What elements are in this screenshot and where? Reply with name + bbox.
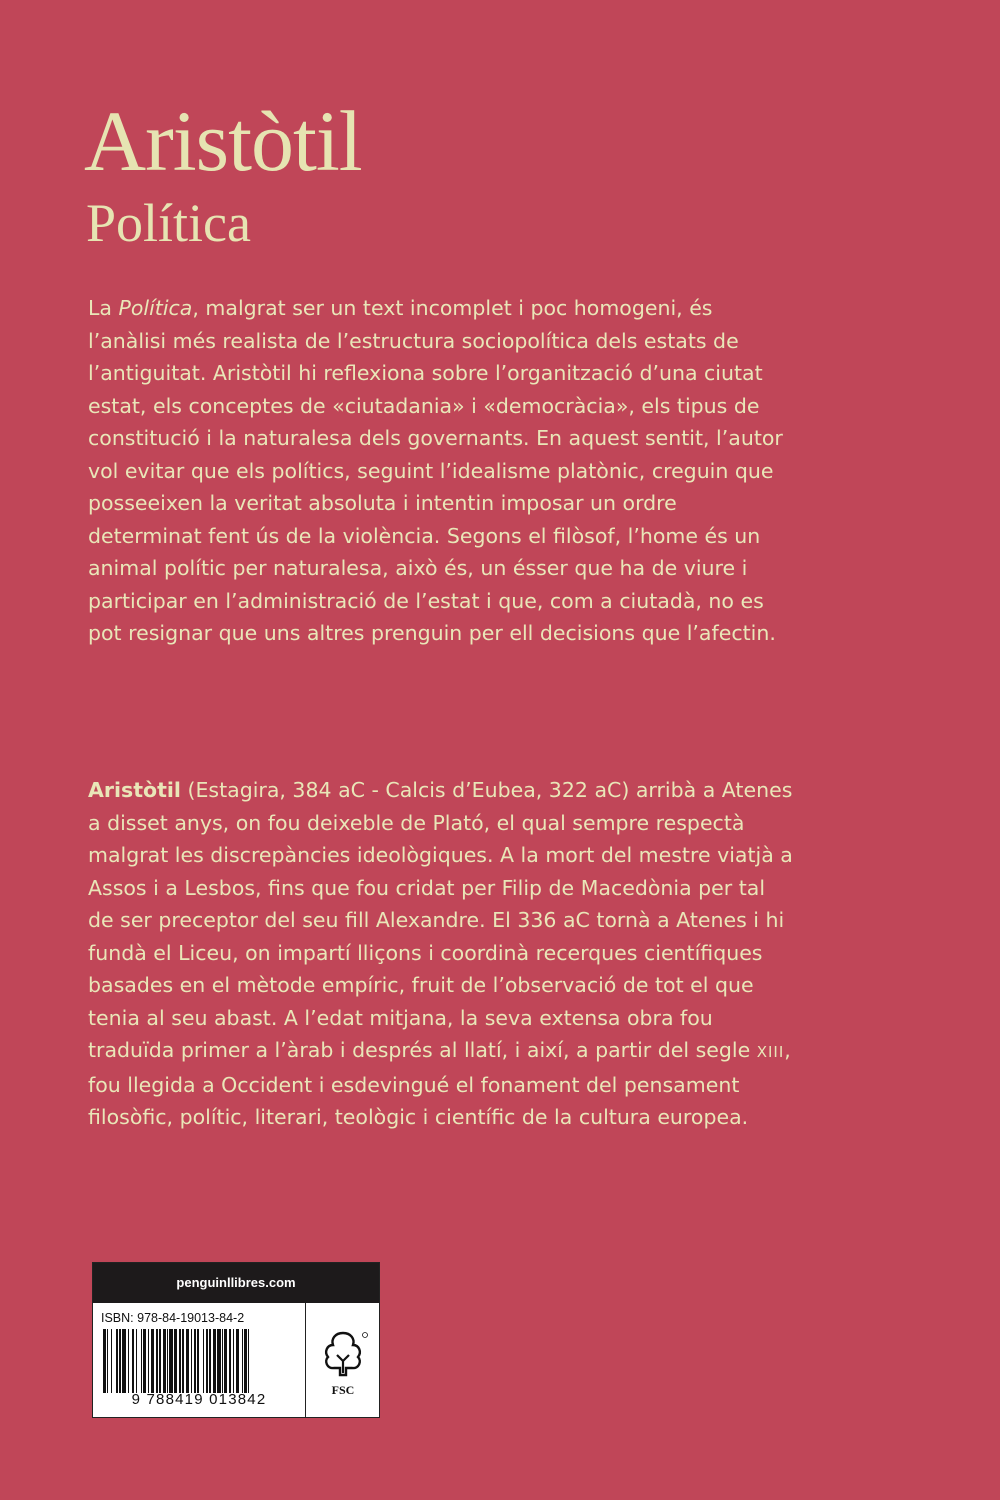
blurb-text: , malgrat ser un text incomplet i poc homogeni, és l’anàlisi més realista de l’estructura sociopolítica dels estats de l’antiguitat. Aristòtil hi reflexiona sobre l’organització d’una ciutat estat, els conceptes de «ciutadania» i «democràcia», els tipus de constitució i la naturalesa dels governants. En aquest sentit, l’autor vol evitar que els polítics, seguint l’idealisme platònic, creguin que posseeixen la veritat absoluta i intentin imposar un ordre determinat fent ús de la violència. Segons el filòsof, l’home és un animal polític per naturalesa, això és, un ésser que ha de viure i participar en l’administració de l’estat i que, com a ciutadà, no es pot resignar que uns altres prenguin per ell decisions que l’afectin.: [88, 296, 783, 645]
blurb-paragraph: [88, 292, 793, 650]
bio-century: XIII: [756, 1043, 785, 1061]
isbn-digits: 9 788419 013842: [131, 1391, 267, 1408]
barcode-divider: [305, 1303, 306, 1417]
blurb-title-italic: Política: [118, 296, 193, 320]
author-bio-paragraph: [88, 774, 793, 1134]
isbn-label: ISBN: 978-84-19013-84-2: [101, 1311, 245, 1325]
bio-text-after: , fou llegida a Occident i esdevingué el fonament del pensament filosòfic, polític, literari, teològic i científic de la cultura europea.: [88, 1038, 791, 1129]
publisher-url: penguinllibres.com: [93, 1263, 379, 1303]
author-name: Aristòtil: [84, 93, 362, 189]
blurb-lead: La: [88, 296, 119, 320]
bio-author-name: Aristòtil: [88, 778, 181, 802]
barcode-panel: [92, 1262, 380, 1418]
fsc-label: FSC: [331, 1383, 355, 1397]
bio-text-before: (Estagira, 384 aC - Calcis d’Eubea, 322 aC) arribà a Atenes a disset anys, on fou deixeble de Plató, el qual sempre respectà malgrat les discrepàncies ideològiques. A la mort del mestre viatjà a Assos i a Lesbos, fins que fou cridat per Filip de Macedònia per tal de ser preceptor del seu fill Alexandre. El 336 aC tornà a Atenes i hi fundà el Liceu, on impartí lliçons i coordinà recerques científiques basades en el mètode empíric, fruit de l’observació de tot el que tenia al seu abast. A l’edat mitjana, la seva extensa obra fou traduïda primer a l’àrab i després al llatí, i així, a partir del segle: [88, 778, 793, 1062]
book-title: Política: [86, 193, 251, 253]
barcode-bars: [103, 1329, 295, 1393]
